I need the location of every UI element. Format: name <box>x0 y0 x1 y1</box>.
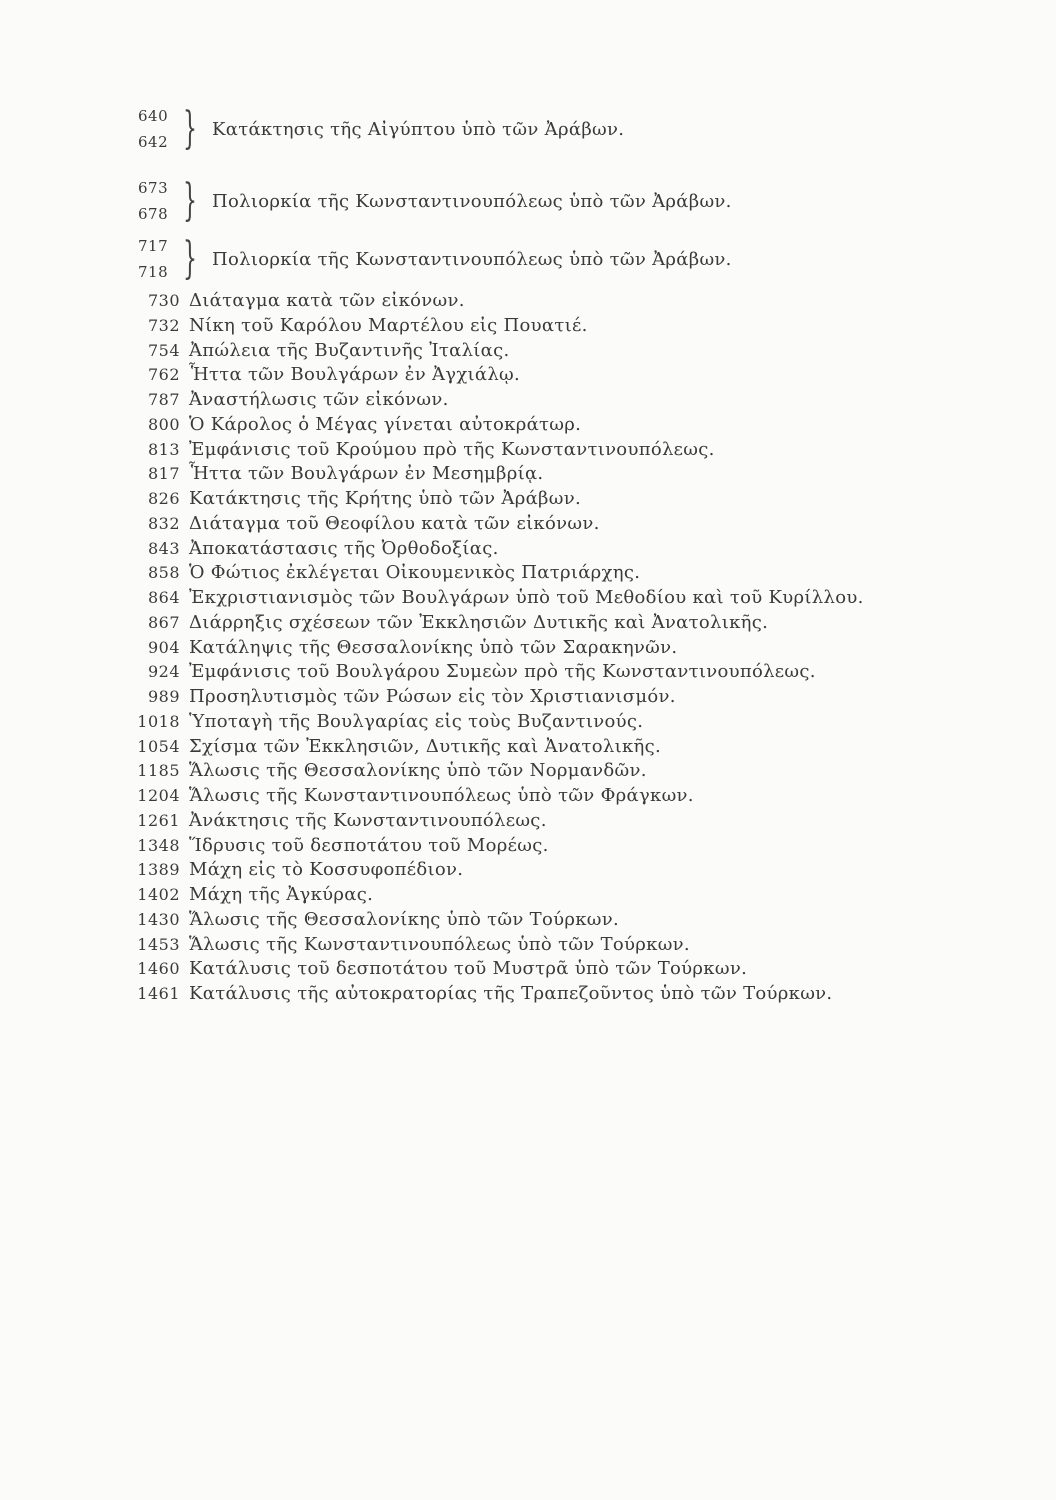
entry-year: 1453 <box>137 934 180 954</box>
entry-year: 813 <box>147 439 180 459</box>
chronology-entry <box>128 660 1028 685</box>
event-text: Μάχη εἰς τὸ Κοσσυφοπέδιον. <box>189 859 464 881</box>
chronology-entry <box>128 685 1028 710</box>
entry-year: 800 <box>147 414 180 434</box>
entry-year: 867 <box>147 612 180 632</box>
entry-year: 787 <box>147 390 180 409</box>
chronology-entry <box>128 289 1028 314</box>
chronology-entry <box>128 759 1028 784</box>
chronology-entry <box>128 636 1028 661</box>
chronology-entry <box>128 809 1028 834</box>
chronology-entry <box>128 933 1028 958</box>
brace-icon: } <box>183 175 197 226</box>
event-text: Ὁ Κάρολος ὁ Μέγας γίνεται αὐτοκράτωρ. <box>189 413 582 435</box>
chronology-entry <box>128 363 1028 388</box>
event-text: Ἐμφάνισις τοῦ Κρούμου πρὸ τῆς Κωνσταντινουπόλεως. <box>189 438 715 460</box>
event-text: Ἀναστήλωσις τῶν εἰκόνων. <box>189 389 449 410</box>
chronology-entry <box>128 735 1028 760</box>
chronology-entry <box>128 388 1028 413</box>
entry-year: 1430 <box>137 909 180 929</box>
entry-year: 1389 <box>137 860 180 880</box>
entry-year: 1348 <box>137 835 180 855</box>
chronology-entry <box>128 611 1028 636</box>
entry-year: 1261 <box>137 810 180 830</box>
entry-year: 1204 <box>137 786 180 805</box>
chronology-entry <box>128 438 1028 463</box>
chronology-entry <box>128 784 1028 809</box>
entry-year: 1460 <box>137 959 180 979</box>
event-text: Διάταγμα τοῦ Θεοφίλου κατὰ τῶν εἰκόνων. <box>189 512 600 534</box>
event-text: Μάχη τῆς Ἀγκύρας. <box>189 884 374 905</box>
year-range <box>138 103 180 155</box>
entry-year: 924 <box>147 662 180 682</box>
event-text: Πολιορκία τῆς Κωνσταντινουπόλεως ὑπὸ τῶν Ἀράβων. <box>212 190 732 212</box>
event-text: Κατάλυσις τῆς αὐτοκρατορίας τῆς Τραπεζοῦντος ὑπὸ τῶν Τούρκων. <box>189 983 833 1004</box>
event-text: Κατάλυσις τοῦ δεσποτάτου τοῦ Μυστρᾶ ὑπὸ τῶν Τούρκων. <box>189 958 748 980</box>
event-text: Πολιορκία τῆς Κωνσταντινουπόλεως ὑπὸ τῶν Ἀράβων. <box>212 248 732 270</box>
event-text: Ἀπώλεια τῆς Βυζαντινῆς Ἰταλίας. <box>189 339 510 361</box>
entry-year: 817 <box>147 464 180 484</box>
brace-icon: } <box>183 233 197 284</box>
year-end: 718 <box>138 263 169 281</box>
grouped-entry <box>138 103 624 155</box>
chronology-entry <box>128 586 1028 611</box>
chronology-entry <box>128 858 1028 883</box>
chronology-list <box>128 289 1028 1007</box>
entry-year: 1018 <box>137 711 180 731</box>
year-start: 673 <box>138 179 169 197</box>
entry-year: 989 <box>147 687 180 706</box>
chronology-entry <box>128 314 1028 339</box>
chronology-entry <box>128 413 1028 438</box>
event-text: Ἐμφάνισις τοῦ Βουλγάρου Συμεὼν πρὸ τῆς Κωνσταντινουπόλεως. <box>189 661 816 683</box>
event-text: Ἅλωσις τῆς Κωνσταντινουπόλεως ὑπὸ τῶν Φράγκων. <box>189 785 694 806</box>
chronology-entry <box>128 710 1028 735</box>
entry-year: 754 <box>147 340 180 360</box>
chronology-entry <box>128 834 1028 859</box>
chronology-entry <box>128 487 1028 512</box>
event-text: Νίκη τοῦ Καρόλου Μαρτέλου εἰς Πουατιέ. <box>189 314 588 336</box>
entry-year: 826 <box>147 489 180 508</box>
event-text: Ἧττα τῶν Βουλγάρων ἐν Μεσημβρίᾳ. <box>189 463 544 485</box>
chronology-entry <box>128 957 1028 982</box>
event-text: Διάταγμα κατὰ τῶν εἰκόνων. <box>189 290 465 311</box>
entry-year: 1402 <box>137 885 180 904</box>
entry-year: 904 <box>147 637 180 657</box>
year-end: 642 <box>138 133 169 151</box>
brace-icon: } <box>183 103 197 154</box>
entry-year: 732 <box>147 315 180 335</box>
event-text: Διάρρηξις σχέσεων τῶν Ἐκκλησιῶν Δυτικῆς καὶ Ἀνατολικῆς. <box>189 611 769 633</box>
chronology-entry <box>128 561 1028 586</box>
year-range <box>138 175 180 227</box>
event-text: Ἐκχριστιανισμὸς τῶν Βουλγάρων ὑπὸ τοῦ Μεθοδίου καὶ τοῦ Κυρίλλου. <box>189 587 864 608</box>
grouped-entry <box>138 233 732 285</box>
event-text: Κατάκτησις τῆς Αἰγύπτου ὑπὸ τῶν Ἀράβων. <box>212 118 625 140</box>
year-range <box>138 233 180 285</box>
event-text: Ἅλωσις τῆς Κωνσταντινουπόλεως ὑπὸ τῶν Τούρκων. <box>189 933 690 955</box>
entry-year: 730 <box>147 291 180 310</box>
entry-year: 832 <box>147 513 180 533</box>
entry-year: 858 <box>147 563 180 583</box>
event-text: Σχίσμα τῶν Ἐκκλησιῶν, Δυτικῆς καὶ Ἀνατολικῆς. <box>189 735 661 757</box>
entry-year: 762 <box>147 365 180 385</box>
entry-year: 1185 <box>137 761 180 781</box>
chronology-entry <box>128 537 1028 562</box>
event-text: Ἧττα τῶν Βουλγάρων ἐν Ἀγχιάλῳ. <box>189 364 521 386</box>
event-text: Ὁ Φώτιος ἐκλέγεται Οἰκουμενικὸς Πατριάρχης. <box>189 562 641 584</box>
year-start: 717 <box>138 237 169 255</box>
year-start: 640 <box>138 107 169 125</box>
event-text: Ἅλωσις τῆς Θεσσαλονίκης ὑπὸ τῶν Νορμανδῶν. <box>189 760 647 782</box>
grouped-entry <box>138 175 732 227</box>
event-text: Ἀνάκτησις τῆς Κωνσταντινουπόλεως. <box>189 809 547 831</box>
chronology-entry <box>128 339 1028 364</box>
entry-year: 864 <box>147 588 180 607</box>
entry-year: 1461 <box>137 984 180 1003</box>
chronology-entry <box>128 512 1028 537</box>
entry-year: 843 <box>147 538 180 558</box>
event-text: Κατάκτησις τῆς Κρήτης ὑπὸ τῶν Ἀράβων. <box>189 488 581 509</box>
entry-year: 1054 <box>137 736 180 756</box>
event-text: Ἵδρυσις τοῦ δεσποτάτου τοῦ Μορέως. <box>189 834 549 856</box>
event-text: Προσηλυτισμὸς τῶν Ρώσων εἰς τὸν Χριστιανισμόν. <box>189 686 676 707</box>
chronology-entry <box>128 883 1028 908</box>
event-text: Ὑποταγὴ τῆς Βουλγαρίας εἰς τοὺς Βυζαντινούς. <box>189 710 644 732</box>
event-text: Ἅλωσις τῆς Θεσσαλονίκης ὑπὸ τῶν Τούρκων. <box>189 908 619 930</box>
chronology-entry <box>128 982 1028 1007</box>
event-text: Ἀποκατάστασις τῆς Ὀρθοδοξίας. <box>189 537 499 559</box>
chronology-entry <box>128 462 1028 487</box>
chronology-entry <box>128 908 1028 933</box>
year-end: 678 <box>138 205 169 223</box>
event-text: Κατάληψις τῆς Θεσσαλονίκης ὑπὸ τῶν Σαρακηνῶν. <box>189 636 678 658</box>
